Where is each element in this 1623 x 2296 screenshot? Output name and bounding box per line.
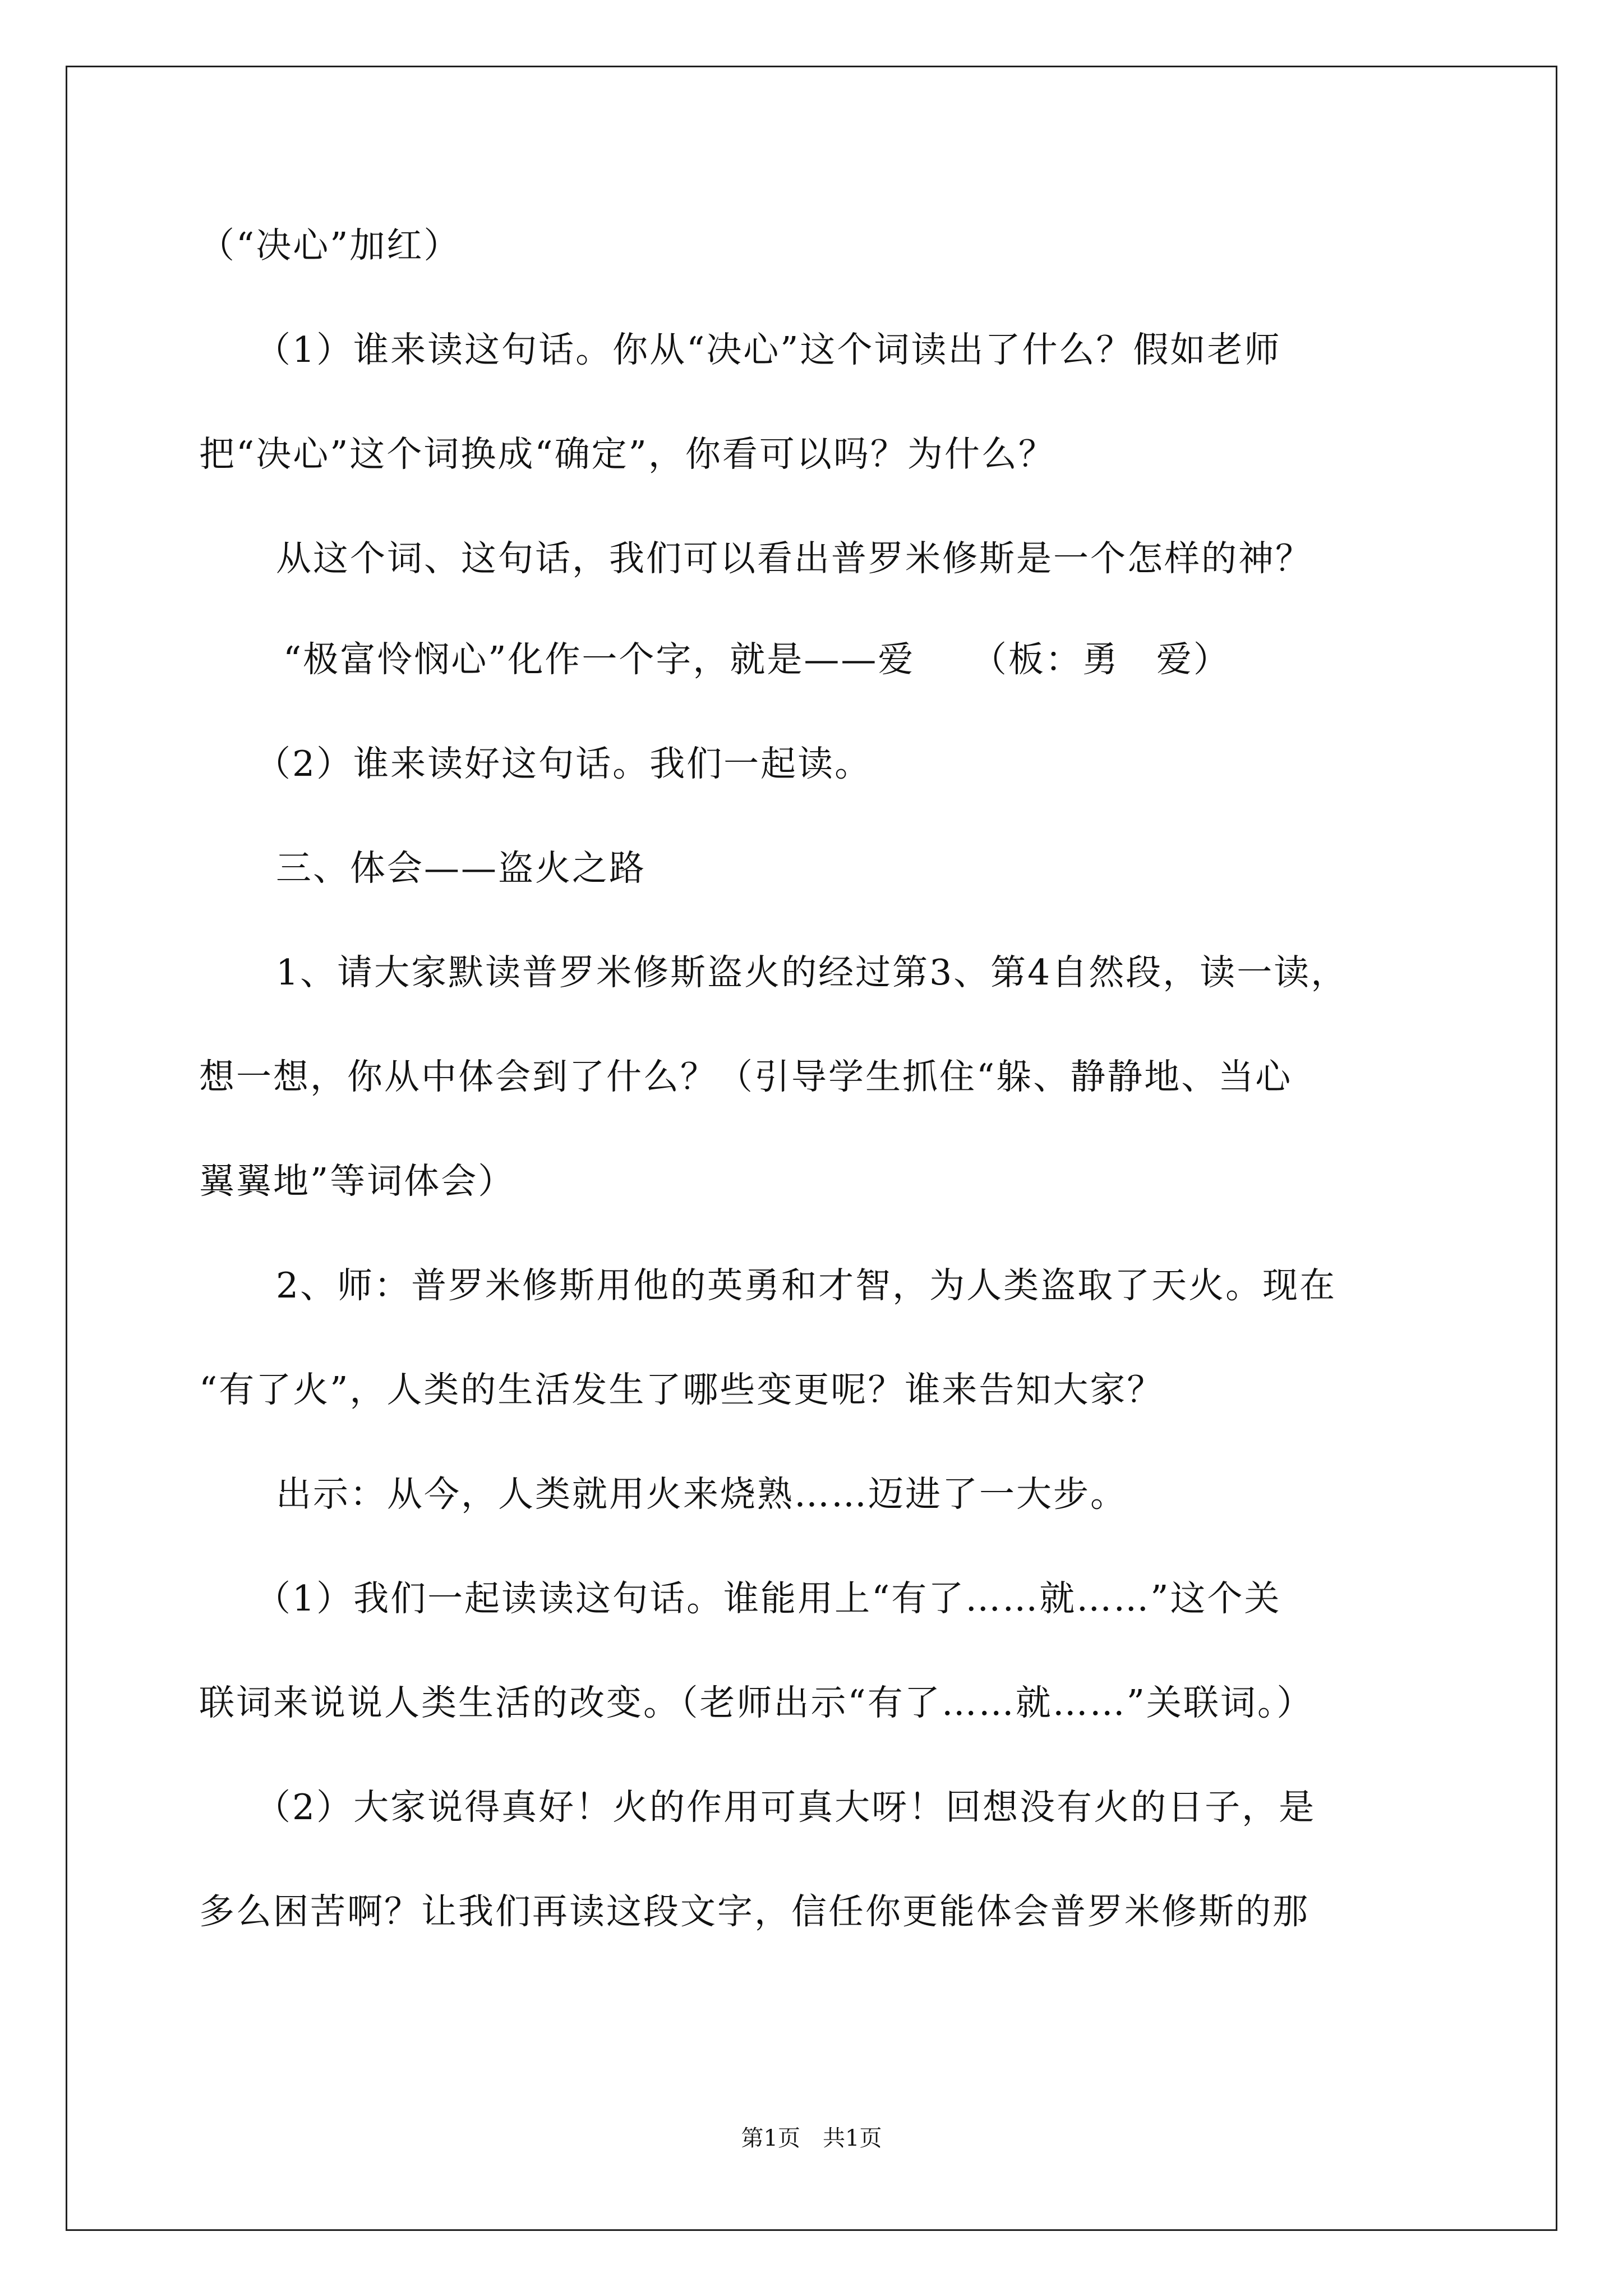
paragraph-line: 从这个词、这句话，我们可以看出普罗米修斯是一个怎样的神？ bbox=[276, 538, 1312, 579]
paragraph-line: （2）谁来读好这句话。我们一起读。 bbox=[255, 743, 872, 784]
paragraph-line: （2）大家说得真好！火的作用可真大呀！回想没有火的日子，是 bbox=[255, 1787, 1316, 1828]
paragraph-line: 把“决心”这个词换成“确定”，你看可以吗？为什么？ bbox=[199, 434, 1055, 475]
paragraph-line: “有了火”，人类的生活发生了哪些变更呢？谁来告知大家？ bbox=[199, 1369, 1164, 1410]
paragraph-line: （1）我们一起读读这句话。谁能用上“有了……就……”这个关 bbox=[255, 1578, 1281, 1619]
paragraph-line: 联词来说说人类生活的改变。（老师出示“有了……就……”关联词。） bbox=[199, 1682, 1314, 1723]
page-footer: 第1页 共1页 bbox=[741, 2125, 882, 2151]
paragraph-line: 出示：从今，人类就用火来烧熟……迈进了一大步。 bbox=[276, 1474, 1127, 1515]
paragraph-line: 翼翼地”等词体会） bbox=[199, 1161, 515, 1202]
paragraph-line: “极富怜悯心”化作一个字，就是——爱 （板：勇 爱） bbox=[283, 639, 1230, 680]
paragraph-line: （1）谁来读这句话。你从“决心”这个词读出了什么？假如老师 bbox=[255, 329, 1281, 370]
paragraph-line: 1、请大家默读普罗米修斯盗火的经过第3、第4自然段，读一读， bbox=[276, 952, 1348, 993]
paragraph-line: （“决心”加红） bbox=[199, 225, 461, 266]
paragraph-line: 2、师：普罗米修斯用他的英勇和才智，为人类盗取了天火。现在 bbox=[276, 1265, 1337, 1306]
paragraph-line: 多么困苦啊？让我们再读这段文字，信任你更能体会普罗米修斯的那 bbox=[199, 1891, 1310, 1932]
paragraph-line: 想一想，你从中体会到了什么？（引导学生抓住“躲、静静地、当心 bbox=[199, 1056, 1293, 1097]
section-heading: 三、体会——盗火之路 bbox=[276, 848, 646, 889]
